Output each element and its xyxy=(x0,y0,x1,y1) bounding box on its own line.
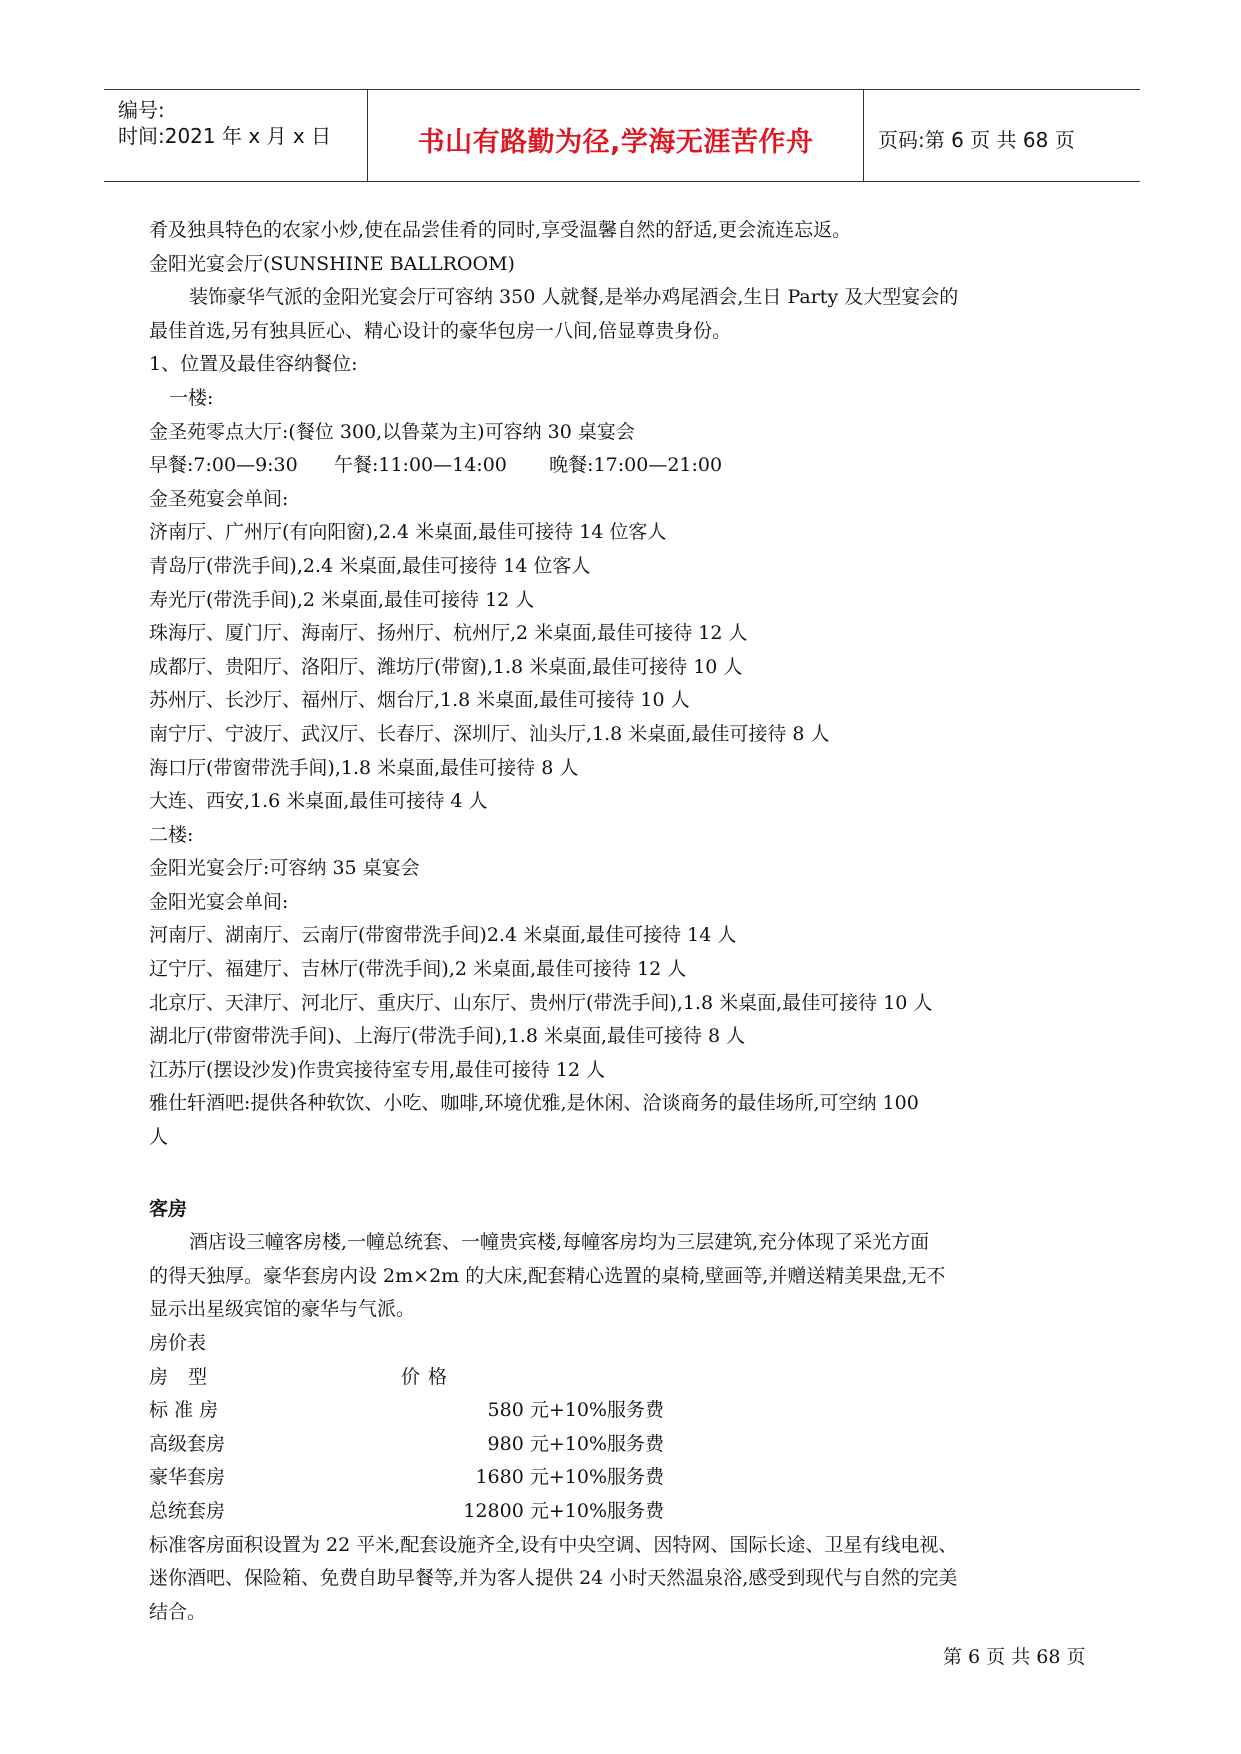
list-item: 雅仕轩酒吧:提供各种软饮、小吃、咖啡,环境优雅,是休闲、洽谈商务的最佳场所,可空纳 100 xyxy=(149,1092,919,1115)
room-type: 高级套房 xyxy=(149,1432,226,1455)
list-item: 河南厅、湖南厅、云南厅(带窗带洗手间)2.4 米桌面,最佳可接待 14 人 xyxy=(149,924,737,947)
room-type: 标 准 房 xyxy=(149,1399,219,1422)
price-column-price: 价格 xyxy=(401,1365,456,1388)
document-number-label: 编号: xyxy=(118,98,165,122)
body-paragraph: 显示出星级宾馆的豪华与气派。 xyxy=(149,1298,416,1321)
floor-label: 二楼: xyxy=(149,823,194,846)
list-item: 江苏厅(摆设沙发)作贵宾接待室专用,最佳可接待 12 人 xyxy=(149,1058,606,1081)
body-paragraph: 结合。 xyxy=(149,1600,207,1623)
list-item: 青岛厅(带洗手间),2.4 米桌面,最佳可接待 14 位客人 xyxy=(149,554,591,577)
body-paragraph: 标准客房面积设置为 22 平米,配套设施齐全,设有中央空调、因特网、国际长途、卫星有线电视、 xyxy=(149,1533,958,1556)
price-column-type: 房型 xyxy=(149,1365,228,1388)
price-table-title: 房价表 xyxy=(149,1332,207,1354)
room-price: 980 元+10%服务费 xyxy=(487,1432,664,1455)
list-item: 南宁厅、宁波厅、武汉厅、长春厅、深圳厅、汕头厅,1.8 米桌面,最佳可接待 8 人 xyxy=(149,722,830,745)
room-price: 580 元+10%服务费 xyxy=(487,1399,664,1422)
list-item: 成都厅、贵阳厅、洛阳厅、潍坊厅(带窗),1.8 米桌面,最佳可接待 10 人 xyxy=(149,655,743,678)
body-paragraph: 的得天独厚。豪华套房内设 2m×2m 的大床,配套精心选置的桌椅,壁画等,并赠送精美果盘,无不 xyxy=(149,1264,946,1287)
room-price: 1680 元+10%服务费 xyxy=(475,1466,664,1489)
price-table-header xyxy=(149,1361,1109,1395)
room-price: 12800 元+10%服务费 xyxy=(463,1499,664,1522)
list-item: 湖北厅(带窗带洗手间)、上海厅(带洗手间),1.8 米桌面,最佳可接待 8 人 xyxy=(149,1025,746,1048)
list-item: 寿光厅(带洗手间),2 米桌面,最佳可接待 12 人 xyxy=(149,588,535,611)
room-type: 豪华套房 xyxy=(149,1466,226,1489)
list-item: 金阳光宴会厅:可容纳 35 桌宴会 xyxy=(149,857,420,880)
header-page-cell xyxy=(864,90,1140,181)
meal-hours: 早餐:7:00—9:30 午餐:11:00—14:00 晚餐:17:00—21:00 xyxy=(149,454,723,477)
price-table-row xyxy=(149,1428,1109,1462)
body-paragraph: 肴及独具特色的农家小炒,使在品尝佳肴的同时,享受温馨自然的舒适,更会流连忘返。 xyxy=(149,219,852,241)
list-item: 北京厅、天津厅、河北厅、重庆厅、山东厅、贵州厅(带洗手间),1.8 米桌面,最佳可接待 10 人 xyxy=(149,991,933,1014)
section-title-ballroom: 金阳光宴会厅(SUNSHINE BALLROOM) xyxy=(149,252,515,275)
document-time-label: 时间:2021 年 x 月 x 日 xyxy=(118,124,332,148)
price-table-row xyxy=(149,1394,1109,1428)
document-body xyxy=(149,214,1109,1629)
body-paragraph: 装饰豪华气派的金阳光宴会厅可容纳 350 人就餐,是举办鸡尾酒会,生日 Party 及大型宴会的 xyxy=(189,286,959,309)
list-item: 辽宁厅、福建厅、吉林厅(带洗手间),2 米桌面,最佳可接待 12 人 xyxy=(149,958,687,981)
body-paragraph: 酒店设三幢客房楼,一幢总统套、一幢贵宾楼,每幢客房均为三层建筑,充分体现了采光方面 xyxy=(189,1231,930,1254)
list-item: 大连、西安,1.6 米桌面,最佳可接待 4 人 xyxy=(149,790,488,813)
spacer xyxy=(149,1155,1109,1193)
header-motto: 书山有路勤为径,学海无涯苦作舟 xyxy=(417,127,814,158)
header-page-number: 页码:第 6 页 共 68 页 xyxy=(878,128,1075,152)
list-item: 海口厅(带窗带洗手间),1.8 米桌面,最佳可接待 8 人 xyxy=(149,756,579,779)
list-heading: 1、位置及最佳容纳餐位: xyxy=(149,353,358,376)
list-item-continuation: 人 xyxy=(149,1126,169,1149)
page-footer: 第 6 页 共 68 页 xyxy=(943,1646,1086,1668)
header-info-cell xyxy=(104,90,368,181)
header-motto-cell xyxy=(368,90,864,181)
list-item: 金圣苑零点大厅:(餐位 300,以鲁菜为主)可容纳 30 桌宴会 xyxy=(149,420,635,443)
price-table-row xyxy=(149,1495,1109,1529)
floor-label: 一楼: xyxy=(169,386,214,409)
section-heading-rooms: 客房 xyxy=(149,1197,188,1220)
list-item: 苏州厅、长沙厅、福州厅、烟台厅,1.8 米桌面,最佳可接待 10 人 xyxy=(149,689,690,712)
list-heading: 金圣苑宴会单间: xyxy=(149,487,289,510)
body-paragraph: 最佳首选,另有独具匠心、精心设计的豪华包房一八间,倍显尊贵身份。 xyxy=(149,319,732,342)
list-item: 珠海厅、厦门厅、海南厅、扬州厅、杭州厅,2 米桌面,最佳可接待 12 人 xyxy=(149,622,748,645)
list-item: 济南厅、广州厅(有向阳窗),2.4 米桌面,最佳可接待 14 位客人 xyxy=(149,521,667,544)
body-paragraph: 迷你酒吧、保险箱、免费自助早餐等,并为客人提供 24 小时天然温泉浴,感受到现代与自然的完美 xyxy=(149,1567,958,1590)
list-heading: 金阳光宴会单间: xyxy=(149,890,289,913)
price-table-row xyxy=(149,1461,1109,1495)
room-type: 总统套房 xyxy=(149,1499,226,1522)
document-header xyxy=(104,89,1140,182)
